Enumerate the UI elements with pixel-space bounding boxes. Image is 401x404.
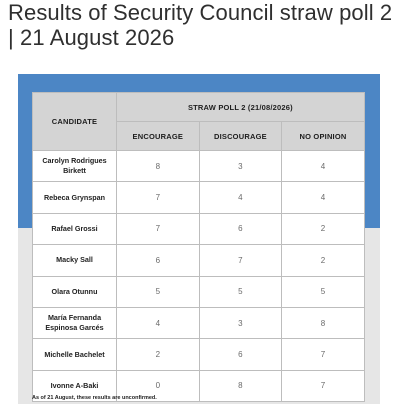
results-card — [18, 74, 380, 404]
encourage-column-header: ENCOURAGE — [117, 122, 200, 151]
footnote: As of 21 August, these results are unconfirmed. — [32, 395, 157, 401]
no-opinion-count: 8 — [282, 307, 365, 338]
no-opinion-count: 2 — [282, 213, 365, 244]
table-row — [33, 151, 365, 182]
discourage-count: 3 — [199, 307, 282, 338]
encourage-count: 7 — [117, 182, 200, 213]
encourage-count: 8 — [117, 151, 200, 182]
candidate-name: Macky Sall — [33, 245, 117, 276]
discourage-count: 8 — [199, 370, 282, 401]
table-row — [33, 276, 365, 307]
encourage-count: 4 — [117, 307, 200, 338]
page-title: Results of Security Council straw poll 2 | 21 August 2026 — [8, 0, 393, 50]
no-opinion-count: 4 — [282, 182, 365, 213]
results-table — [32, 92, 365, 402]
straw-poll-group-header: STRAW POLL 2 (21/08/2026) — [117, 93, 365, 122]
table-row — [33, 339, 365, 370]
candidate-name: Rebeca Grynspan — [33, 182, 117, 213]
table-header-row — [33, 93, 365, 122]
discourage-count: 3 — [199, 151, 282, 182]
encourage-count: 6 — [117, 245, 200, 276]
encourage-count: 2 — [117, 339, 200, 370]
no-opinion-count: 4 — [282, 151, 365, 182]
candidate-name: Michelle Bachelet — [33, 339, 117, 370]
candidate-column-header: CANDIDATE — [33, 93, 117, 151]
candidate-name: Ivonne A-Baki — [33, 370, 117, 401]
discourage-count: 6 — [199, 213, 282, 244]
candidate-name: Carolyn Rodrigues Birkett — [33, 151, 117, 182]
no-opinion-count: 7 — [282, 370, 365, 401]
no-opinion-count: 2 — [282, 245, 365, 276]
table-row — [33, 245, 365, 276]
table-row — [33, 182, 365, 213]
candidate-name: Rafael Grossi — [33, 213, 117, 244]
table-row — [33, 307, 365, 338]
no-opinion-count: 5 — [282, 276, 365, 307]
discourage-count: 4 — [199, 182, 282, 213]
no-opinion-count: 7 — [282, 339, 365, 370]
encourage-count: 7 — [117, 213, 200, 244]
discourage-count: 6 — [199, 339, 282, 370]
no-opinion-column-header: NO OPINION — [282, 122, 365, 151]
discourage-column-header: DISCOURAGE — [199, 122, 282, 151]
encourage-count: 0 — [117, 370, 200, 401]
table-row — [33, 213, 365, 244]
discourage-count: 5 — [199, 276, 282, 307]
candidate-name: Olara Otunnu — [33, 276, 117, 307]
encourage-count: 5 — [117, 276, 200, 307]
discourage-count: 7 — [199, 245, 282, 276]
candidate-name: María Fernanda Espinosa Garcés — [33, 307, 117, 338]
